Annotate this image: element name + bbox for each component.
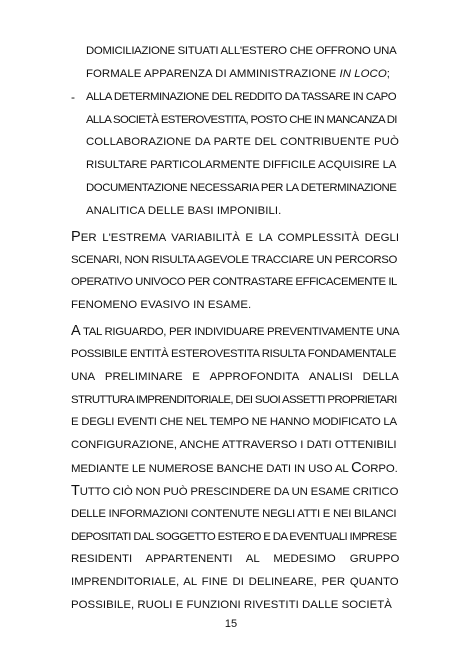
- text-line: [86, 67, 390, 81]
- text-line: DOMICILIAZIONE SITUATI ALL'ESTERO CHE OFFRONO UNA: [86, 45, 397, 57]
- text-line: ANALITICA DELLE BASI IMPONIBILI.: [86, 204, 282, 217]
- word: ANALISI: [308, 370, 353, 383]
- justified-line: [71, 370, 399, 384]
- small-caps-initial: C: [351, 460, 362, 476]
- word: PRELIMINARE: [104, 370, 183, 383]
- bullet-marker: -: [71, 89, 75, 104]
- word: APPROFONDITA: [209, 370, 300, 383]
- text-line: RESIDENTI APPARTENENTI AL MEDESIMO GRUPPO: [71, 553, 400, 566]
- text-line: FENOMENO EVASIVO IN ESAME.: [71, 299, 252, 312]
- word: UNA: [71, 370, 96, 383]
- text-line: STRUTTURA IMPRENDITORIALE, DEI SUOI ASSETTI PROPRIETARI: [71, 393, 397, 406]
- text-span: MEDIANTE LE NUMEROSE BANCHE DATI IN USO AL: [71, 463, 352, 475]
- text-line: CONFIGURAZIONE, ANCHE ATTRAVERSO I DATI OTTENIBILI: [71, 439, 397, 452]
- text-line: DOCUMENTAZIONE NECESSARIA PER LA DETERMINAZIONE: [86, 182, 397, 194]
- text-line: POSSIBILE ENTITÀ ESTEROVESTITA RISULTA FONDAMENTALE: [71, 347, 397, 360]
- page-number: 15: [224, 618, 238, 630]
- italic-text: IN LOCO: [339, 67, 387, 80]
- text-span: TAL RIGUARDO, PER INDIVIDUARE PREVENTIVAMENTE UNA: [80, 326, 400, 338]
- text-line: DELLE INFORMAZIONI CONTENUTE NEGLI ATTI E NEI BILANCI: [71, 507, 397, 520]
- text-span: FORMALE APPARENZA DI AMMINISTRAZIONE: [86, 67, 340, 80]
- text-span: ER L'ESTREMA VARIABILITÀ E LA COMPLESSITÀ DEGLI: [80, 231, 400, 244]
- text-line: SCENARI, NON RISULTA AGEVOLE TRACCIARE UN PERCORSO: [71, 253, 397, 266]
- small-caps-initial: T: [71, 482, 80, 499]
- text-span: ORPO.: [361, 463, 398, 475]
- text-span: ;: [386, 67, 390, 80]
- text-line: RISULTARE PARTICOLARMENTE DIFFICILE ACQUISIRE LA: [86, 159, 397, 172]
- text-line: ALLA DETERMINAZIONE DEL REDDITO DA TASSARE IN CAPO: [86, 90, 397, 103]
- word: E: [192, 370, 200, 383]
- text-line: DEPOSITATI DAL SOGGETTO ESTERO E DA EVENTUALI IMPRESE: [71, 530, 397, 543]
- word: DELLA: [362, 370, 399, 383]
- text-line: OPERATIVO UNIVOCO PER CONTRASTARE EFFICACEMENTE IL: [71, 276, 397, 289]
- text-line: [71, 324, 399, 339]
- text-span: UTTO CIÒ NON PUÒ PRESCINDERE DA UN ESAME CRITICO: [79, 485, 399, 498]
- text-line: E DEGLI EVENTI CHE NEL TEMPO NE HANNO MODIFICATO LA: [71, 416, 397, 429]
- text-line: [71, 484, 398, 499]
- text-line: [71, 461, 398, 476]
- text-line: [71, 230, 399, 245]
- text-line: COLLABORAZIONE DA PARTE DEL CONTRIBUENTE PUÒ: [86, 136, 399, 149]
- text-line: IMPRENDITORIALE, AL FINE DI DELINEARE, PER QUANTO: [71, 576, 399, 589]
- text-line: ALLA SOCIETÀ ESTEROVESTITA, POSTO CHE IN MANCANZA DI: [86, 113, 397, 126]
- text-line: POSSIBILE, RUOLI E FUNZIONI RIVESTITI DALLE SOCIETÀ: [71, 599, 392, 611]
- small-caps-initial: A: [71, 323, 81, 339]
- small-caps-initial: P: [71, 228, 81, 245]
